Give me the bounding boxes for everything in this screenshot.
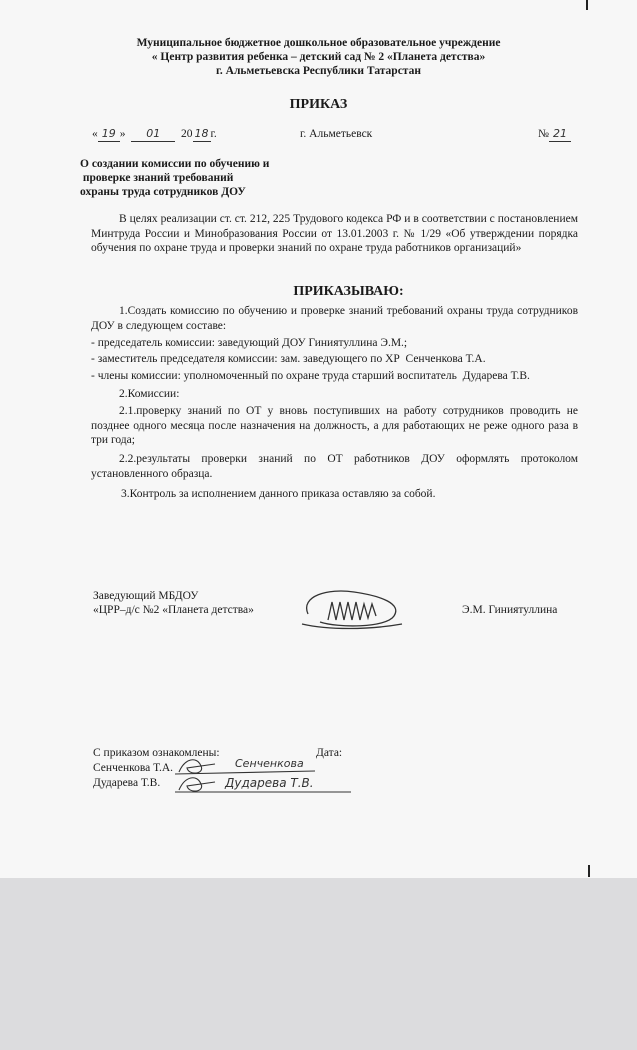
ack-signature-2-text: Дударева Т.В. (225, 776, 314, 790)
item-1-paragraph: 1.Создать комиссию по обучению и проверке знаний требований охраны труда сотрудников ДОУ в следующем составе: (91, 305, 578, 332)
commission-deputy: - заместитель председателя комиссии: зам. заведующего по ХР Сенченкова Т.А. (91, 353, 486, 365)
ack-person-1: Сенченкова Т.А. (93, 762, 174, 774)
signer-name: Э.М. Гиниятуллина (462, 604, 558, 616)
org-name-line2: « Центр развития ребенка – детский сад № 2 «Планета детства» (151, 51, 486, 63)
date-year-handwritten: 18 (194, 127, 209, 140)
subject-line1: О создании комиссии по обучению и (80, 158, 270, 170)
ack-person-2: Дударева Т.В. (93, 777, 161, 789)
acknowledgement-label: С приказом ознакомлены: (93, 747, 220, 759)
scan-edge-mark (588, 865, 590, 877)
ack-signature-1-text: Сенченкова (235, 757, 304, 770)
director-signature-image (298, 584, 408, 632)
date-day-handwritten: 19 (98, 127, 120, 142)
signer-position-line1: Заведующий МБДОУ (93, 590, 199, 602)
scan-edge-mark (586, 0, 588, 10)
commission-members: - члены комиссии: уполномоченный по охране труда старший воспитатель Дударева Т.В. (91, 370, 530, 382)
ack-signature-2-image (175, 772, 355, 798)
signer-position-line2: «ЦРР–д/с №2 «Планета детства» (93, 604, 254, 616)
acknowledgement-date-label: Дата: (316, 747, 343, 759)
preamble-paragraph: В целях реализации ст. ст. 212, 225 Трудового кодекса РФ и в соответствии с постановлением Минтруда России и Минобразования России от 13.01.2003 г. № 1/29 «Об утверждении порядка обучения по охране труда и проверки знаний по охране труда работников организаций» (91, 213, 578, 254)
item-2-heading: 2.Комиссии: (119, 388, 180, 400)
order-number: № 21 (538, 127, 571, 142)
org-name-line3: г. Альметьевска Республики Татарстан (216, 65, 421, 77)
empty-background (0, 878, 637, 1050)
subject-line3: охраны труда сотрудников ДОУ (80, 186, 246, 198)
item-2-2-paragraph: 2.2.результаты проверки знаний по ОТ работников ДОУ оформлять протоколом установленного образца. (91, 453, 578, 480)
order-date: « 19 » 01 20 18 г. (92, 127, 217, 140)
subject-line2: проверке знаний требований (80, 172, 234, 184)
item-3-paragraph: 3.Контроль за исполнением данного приказа оставляю за собой. (121, 488, 436, 500)
commission-chair: - председатель комиссии: заведующий ДОУ Гиниятуллина Э.М.; (91, 337, 408, 349)
order-city: г. Альметьевск (300, 128, 373, 140)
item-2-1-paragraph: 2.1.проверку знаний по ОТ у вновь поступивших на работу сотрудников проводить не позднее одного месяца после назначения на должность, а для работающих не реже одного раза в три года; (91, 405, 578, 446)
org-name-line1: Муниципальное бюджетное дошкольное образовательное учреждение (136, 37, 501, 49)
order-number-handwritten: 21 (549, 127, 571, 142)
order-word: ПРИКАЗЫВАЮ: (293, 284, 404, 299)
date-month-handwritten: 01 (131, 127, 175, 142)
document-title: ПРИКАЗ (289, 97, 348, 112)
